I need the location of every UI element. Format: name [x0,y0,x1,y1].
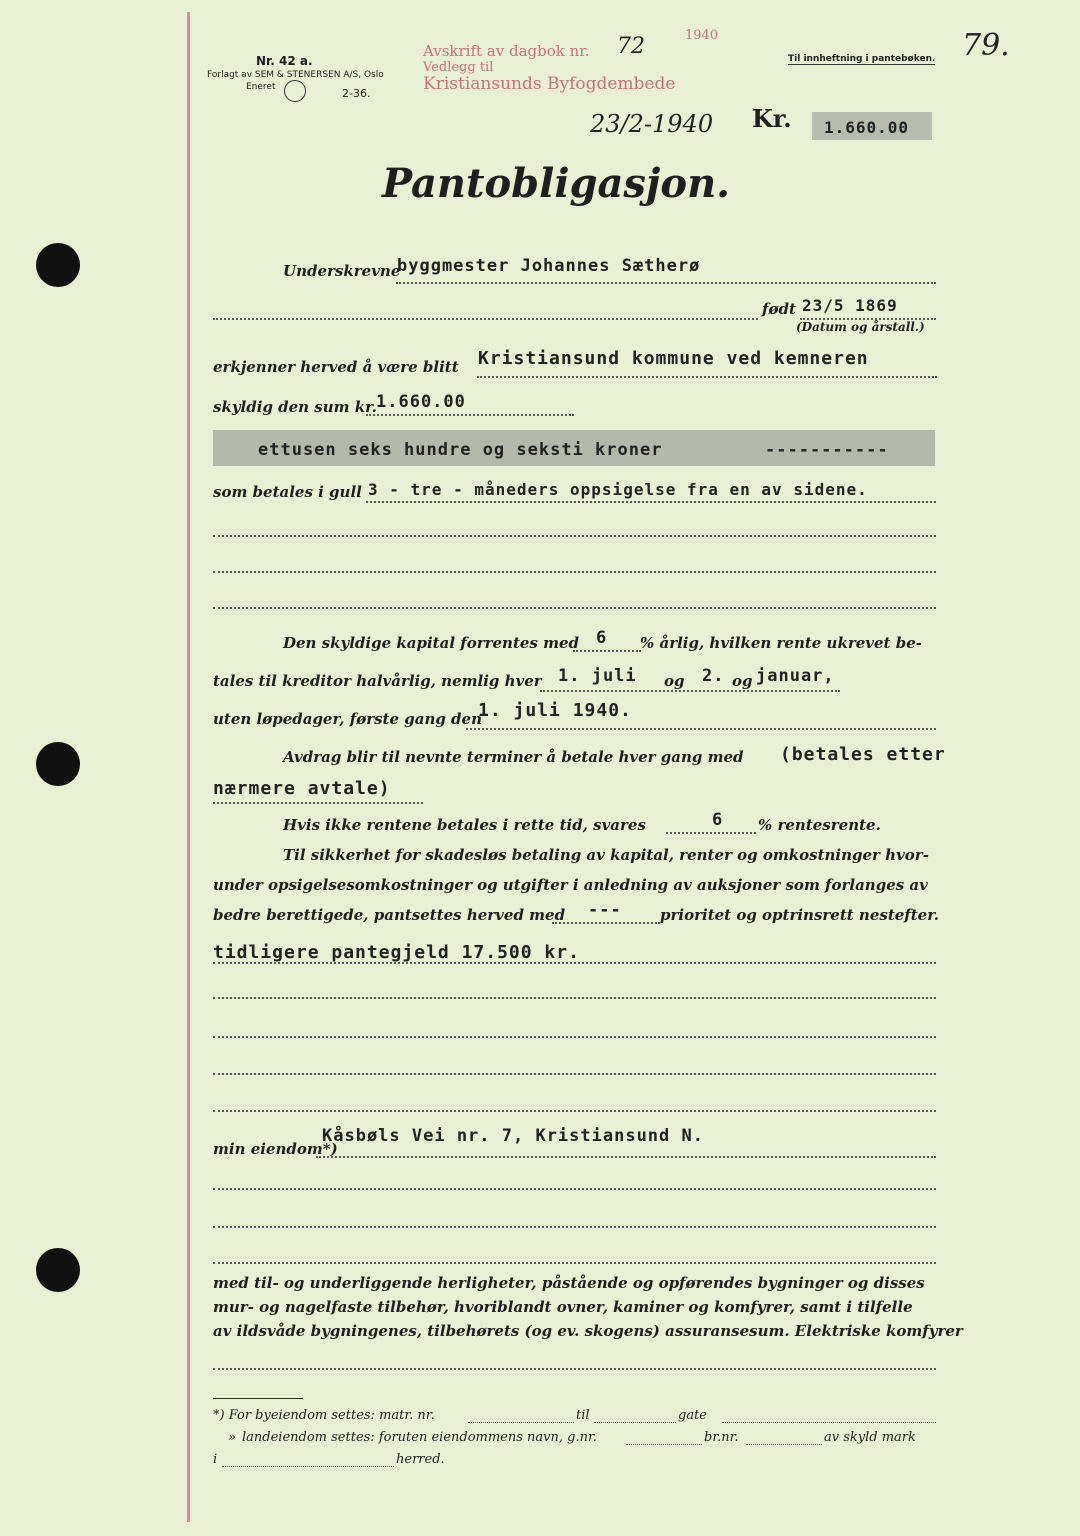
acknowledge-label: erkjenner herved å være blitt [213,358,459,376]
security-priority-line [552,922,660,924]
amount-value: 1.660.00 [812,112,932,140]
payment-line [366,501,936,503]
payment-blank-line2 [213,571,936,573]
payment-blank-line1 [213,535,936,537]
security-priority: --- [588,900,622,920]
creditor-line [477,376,937,378]
footnote-line2-dots1 [626,1444,702,1445]
footnote-line1-dots3 [722,1422,936,1423]
halfyear-value2: 2. [702,666,725,686]
dagbok-number: 72 [617,34,645,59]
halfyear-value3: januar, [756,666,835,686]
property-label: min eiendom*) [213,1140,338,1158]
owe-label: skyldig den sum kr. [213,398,377,416]
security-line3b: prioritet og optrinsrett nestefter. [660,906,939,924]
late-text1: Hvis ikke rentene betales i rette tid, svares [283,816,646,834]
born-value: 23/5 1869 [802,296,898,315]
blank-line-g [213,1262,936,1264]
footnote-bullet: » [228,1430,236,1445]
undersigned-value: byggmester Johannes Sætherø [397,256,701,276]
stamp-line1: Avskrift av dagbok nr. [423,42,590,60]
footnote-line2-dots2 [746,1444,822,1445]
rights-blank-line [213,1368,936,1370]
interest-text1: Den skyldige kapital forrentes med [283,634,579,652]
blank-line-a [213,997,936,999]
first-time-value: 1. juli 1940. [478,700,632,721]
installment-value1: (betales etter [780,744,946,765]
owe-line [366,414,574,416]
security-line1: Til sikkerhet for skadesløs betaling av kapital, renter og omkostninger hvor- [283,846,929,864]
binder-hole-bottom [36,1248,80,1292]
undersigned-label: Underskrevne [283,262,401,280]
born-label: født [762,300,796,318]
footnote-line2-c: av skyld mark [824,1430,916,1445]
form-number: Nr. 42 a. [256,54,313,68]
installment-text: Avdrag blir til nevnte terminer å betale hver gang med [283,748,744,766]
halfyear-value1: 1. juli [558,666,637,686]
form-date: 2-36. [342,87,371,100]
halfyear-og1: og [664,672,685,690]
installment-value2: nærmere avtale) [213,778,391,799]
late-line [666,832,756,834]
margin-line [187,12,190,1522]
stamp-line3: Kristiansunds Byfogdembede [423,74,676,94]
footnote-line2-a: landeiendom settes: foruten eiendommens navn, g.nr. [242,1430,597,1445]
footnote-line3-b: herred. [396,1452,445,1467]
installment-line [213,802,423,804]
interest-line [573,650,641,652]
payment-label: som betales i gull [213,483,362,501]
page-number: 79. [962,28,1010,63]
publisher: Forlagt av SEM & STENERSEN A/S, Oslo [207,70,384,80]
owe-value: 1.660.00 [376,392,466,412]
footnote-line1-c: gate [678,1408,707,1423]
document-date: 23/2-1940 [590,110,714,138]
interest-text2: % årlig, hvilken rente ukrevet be- [640,634,922,652]
footnote-line1-a: *) For byeiendom settes: matr. nr. [213,1408,435,1423]
stamp-line2: Vedlegg til [423,60,494,75]
undersigned-line [396,282,936,284]
binder-hole-middle [36,742,80,786]
property-line [316,1156,936,1158]
born-blank-line [213,318,758,320]
halfyear-og2: og [732,672,753,690]
blank-line-f [213,1226,936,1228]
amount-words: ettusen seks hundre og seksti kroner [258,440,663,460]
binder-hole-top [36,243,80,287]
security-line2: under opsigelsesomkostninger og utgifter i anledning av auksjoner som forlanges av [213,876,928,894]
property-value: Kåsbøls Vei nr. 7, Kristiansund N. [322,1126,704,1146]
blank-line-e [213,1188,936,1190]
blank-line-d [213,1110,936,1112]
document-title: Pantobligasjon. [382,160,731,207]
exclusive-note: Eneret [246,82,276,92]
binding-note: Til innheftning i pantebøken. [788,54,936,64]
prior-debt-line [213,962,936,964]
publisher-logo [284,80,306,102]
halfyear-text: tales til kreditor halvårlig, nemlig hver [213,672,542,690]
footnote-line1-dots2 [594,1422,676,1423]
first-time-line [466,728,936,730]
footnote-line1-b: til [576,1408,590,1423]
prior-debt: tidligere pantegjeld 17.500 kr. [213,942,580,963]
late-value: 6 [712,810,724,830]
rights-line1: med til- og underliggende herligheter, påstående og opførendes bygninger og disses [213,1274,925,1292]
late-text2: % rentesrente. [758,816,881,834]
amount-words-dash: ----------- [765,440,889,460]
amount-label: Kr. [752,104,792,133]
footnote-line2-b: br.nr. [704,1430,739,1445]
dagbok-year: 1940 [685,28,719,43]
halfyear-line [540,690,840,692]
footnote-line1-dots1 [468,1422,574,1423]
security-line3a: bedre berettigede, pantsettes herved med [213,906,566,924]
first-time-text: uten løpedager, første gang den [213,710,482,728]
footnote-separator [213,1398,303,1399]
footnote-line3-a: i [213,1452,218,1467]
rights-line3: av ildsvåde bygningenes, tilbehørets (og ev. skogens) assuransesum. Elektriske komfyrer [213,1322,963,1340]
creditor-value: Kristiansund kommune ved kemneren [478,348,869,369]
interest-value: 6 [596,628,608,648]
blank-line-c [213,1073,936,1075]
date-note: (Datum og årstall.) [796,320,925,334]
rights-line2: mur- og nagelfaste tilbehør, hvoriblandt ovner, kaminer og komfyrer, samt i tilfelle [213,1298,913,1316]
footnote-line3-dots [222,1466,394,1467]
payment-value: 3 - tre - måneders oppsigelse fra en av sidene. [368,480,868,499]
payment-blank-line3 [213,607,936,609]
blank-line-b [213,1036,936,1038]
